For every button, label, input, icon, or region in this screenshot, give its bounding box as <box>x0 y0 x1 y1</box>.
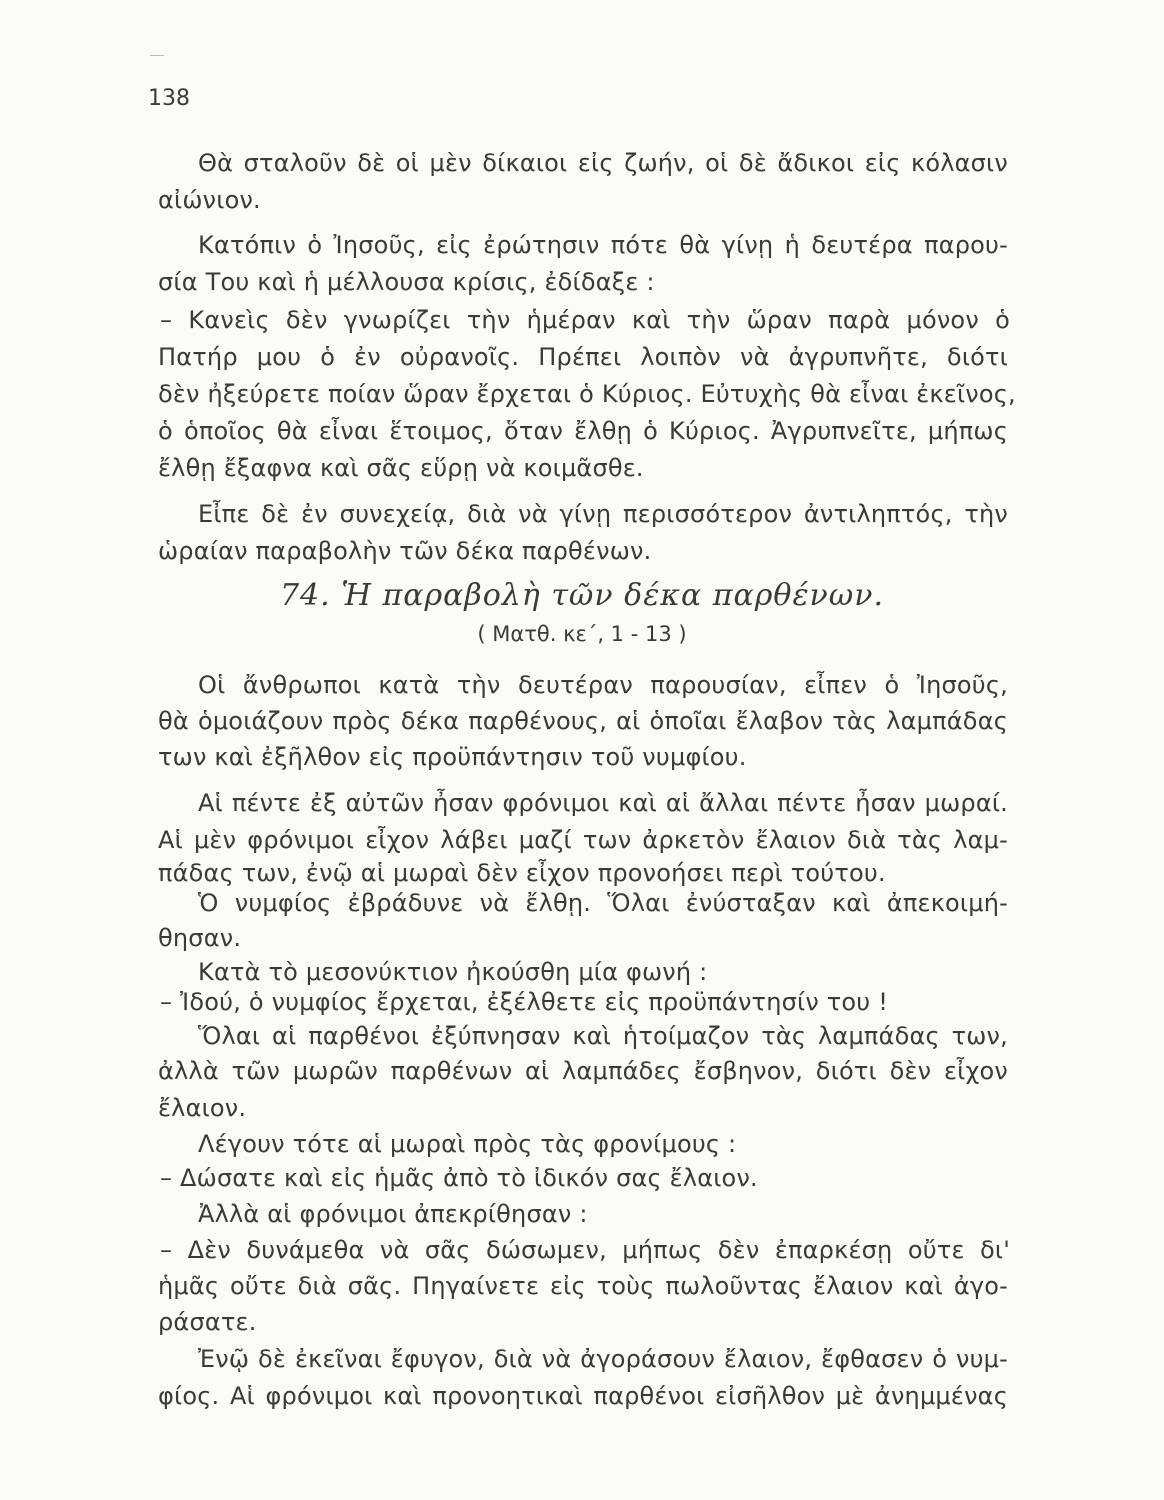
text-line: Ὁ νυμφίος ἐβράδυνε νὰ ἔλθῃ. Ὅλαι ἐνύσταξαν καὶ ἀπεκοιμή- <box>198 889 1008 917</box>
text-line: Πατήρ μου ὁ ἐν οὐρανοῖς. Πρέπει λοιπὸν νὰ ἀγρυπνῆτε, διότι <box>158 343 1008 371</box>
text-line: Θὰ σταλοῦν δὲ οἱ μὲν δίκαιοι εἰς ζωήν, οἱ δὲ ἄδικοι εἰς κόλασιν <box>198 149 1008 177</box>
text-line: δὲν ἠξεύρετε ποίαν ὥραν ἔρχεται ὁ Κύριος. Εὐτυχὴς θὰ εἶναι ἐκεῖνος, <box>158 380 1016 408</box>
text-line: Οἱ ἄνθρωποι κατὰ τὴν δευτέραν παρουσίαν, εἶπεν ὁ Ἰησοῦς, <box>198 671 1008 699</box>
text-line: ἔλαιον. <box>158 1094 247 1122</box>
text-line: Αἱ πέντε ἐξ αὐτῶν ἦσαν φρόνιμοι καὶ αἱ ἄλλαι πέντε ἦσαν μωραί. <box>198 789 1008 817</box>
text-line: ράσατε. <box>158 1308 257 1336</box>
text-line: ὁ ὁποῖος θὰ εἶναι ἕτοιμος, ὅταν ἔλθῃ ὁ Κύριος. Ἀγρυπνεῖτε, μήπως <box>158 417 1008 445</box>
text-line: – Δὲν δυνάμεθα νὰ σᾶς δώσωμεν, μήπως δὲν ἐπαρκέσῃ οὔτε δι' <box>160 1236 1010 1264</box>
text-line: Κατόπιν ὁ Ἰησοῦς, εἰς ἐρώτησιν πότε θὰ γίνῃ ἡ δευτέρα παρου- <box>198 231 1008 259</box>
page-edge-mark <box>150 55 164 56</box>
text-line: Ὅλαι αἱ παρθένοι ἐξύπνησαν καὶ ἡτοίμαζον τὰς λαμπάδας των, <box>198 1022 1008 1050</box>
text-line: Ἀλλὰ αἱ φρόνιμοι ἀπεκρίθησαν : <box>198 1200 588 1228</box>
text-line: πάδας των, ἐνῷ αἱ μωραὶ δὲν εἶχον προνοήσει περὶ τούτου. <box>158 859 886 887</box>
text-line: αἰώνιον. <box>158 186 261 214</box>
text-line: φίος. Αἱ φρόνιμοι καὶ προνοητικαὶ παρθένοι εἰσῆλθον μὲ ἀνημμένας <box>158 1382 1008 1410</box>
section-heading: 74. Ἡ παραβολὴ τῶν δέκα παρθένων. <box>279 578 885 613</box>
text-line: Λέγουν τότε αἱ μωραὶ πρὸς τὰς φρονίμους : <box>198 1130 737 1158</box>
text-line: θὰ ὁμοιάζουν πρὸς δέκα παρθένους, αἱ ὁποῖαι ἔλαβον τὰς λαμπάδας <box>158 707 1008 735</box>
text-line: Εἶπε δὲ ἐν συνεχείᾳ, διὰ νὰ γίνῃ περισσότερον ἀντιληπτός, τὴν <box>198 500 1008 528</box>
text-line: θησαν. <box>158 924 242 952</box>
text-line: Κατὰ τὸ μεσονύκτιον ἠκούσθη μία φωνή : <box>198 958 708 986</box>
text-line: ἔλθῃ ἔξαφνα καὶ σᾶς εὕρῃ νὰ κοιμᾶσθε. <box>158 454 644 482</box>
text-line: ἡμᾶς οὔτε διὰ σᾶς. Πηγαίνετε εἰς τοὺς πωλοῦντας ἔλαιον καὶ ἀγο- <box>158 1272 1008 1300</box>
text-line: – Κανεὶς δὲν γνωρίζει τὴν ἡμέραν καὶ τὴν ὥραν παρὰ μόνον ὁ <box>160 306 1010 334</box>
text-line: ὡραίαν παραβολὴν τῶν δέκα παρθένων. <box>158 537 652 565</box>
text-line: των καὶ ἐξῆλθον εἰς προϋπάντησιν τοῦ νυμφίου. <box>158 743 747 771</box>
text-line: Ἐνῷ δὲ ἐκεῖναι ἔφυγον, διὰ νὰ ἀγοράσουν ἔλαιον, ἔφθασεν ὁ νυμ- <box>198 1345 1008 1373</box>
page-number: 138 <box>148 86 190 111</box>
text-line: – Δώσατε καὶ εἰς ἡμᾶς ἀπὸ τὸ ἰδικόν σας ἔλαιον. <box>160 1164 758 1192</box>
text-line: σία Του καὶ ἡ μέλλουσα κρίσις, ἐδίδαξε : <box>158 268 655 296</box>
text-line: Αἱ μὲν φρόνιμοι εἶχον λάβει μαζί των ἀρκετὸν ἔλαιον διὰ τὰς λαμ- <box>158 826 1008 854</box>
text-line: ἀλλὰ τῶν μωρῶν παρθένων αἱ λαμπάδες ἔσβηνον, διότι δὲν εἶχον <box>158 1057 1008 1085</box>
text-line: – Ἰδού, ὁ νυμφίος ἔρχεται, ἐξέλθετε εἰς προϋπάντησίν του ! <box>160 988 889 1016</box>
section-reference: ( Ματθ. κε΄, 1 - 13 ) <box>477 622 687 646</box>
